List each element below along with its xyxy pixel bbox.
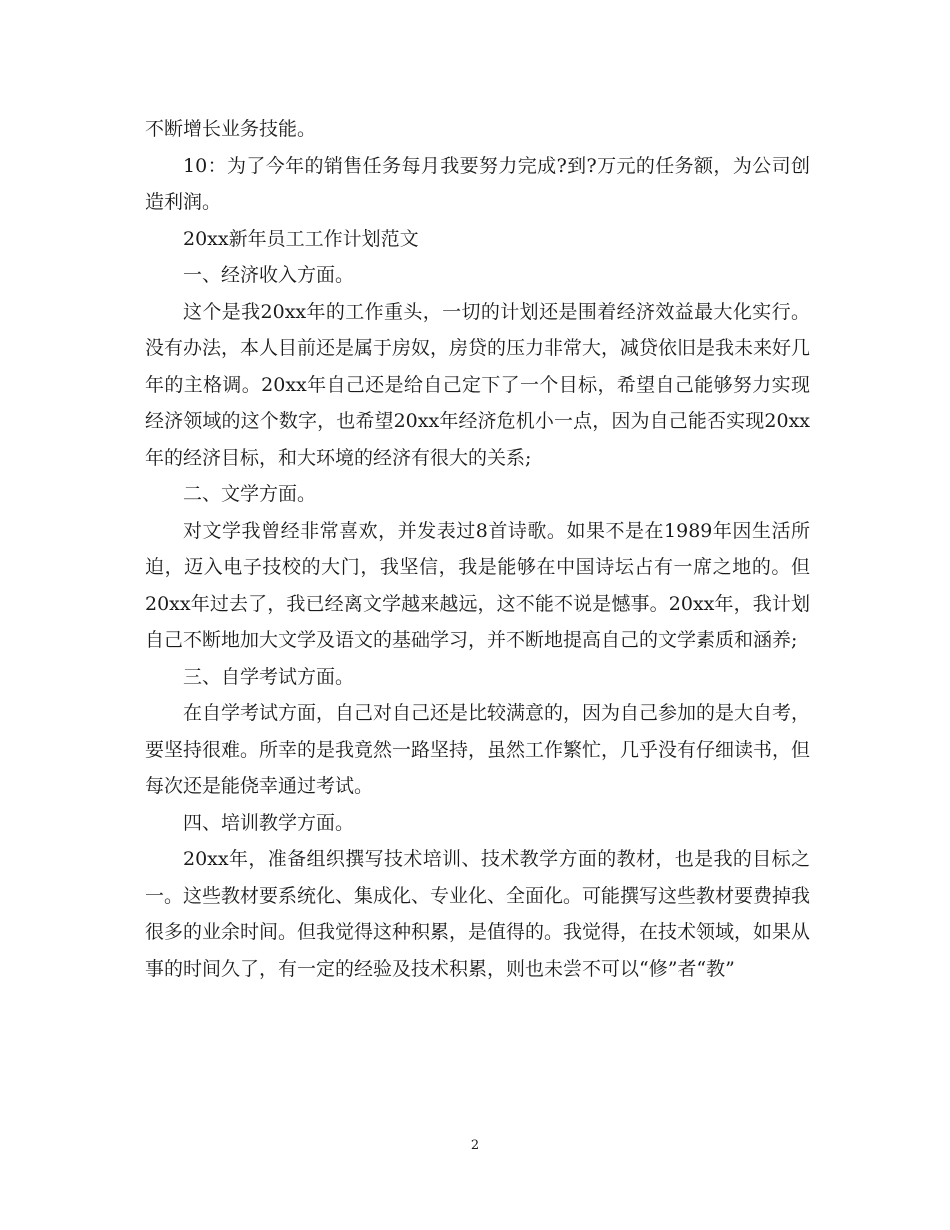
section-heading-plan-title: 20xx新年员工工作计划范文 [183, 227, 419, 250]
paragraph-training: 20xx年，准备组织撰写技术培训、技术教学方面的教材，也是我的目标之一。这些教材要系统化、集成化、专业化、全面化。可能撰写这些教材要费掉我很多的业余时间。但我觉得这种积累，是值得的。我觉得，在技术领域，如果从事的时间久了，有一定的经验及技术积累，则也未尝不可以“修”者“教” [145, 848, 811, 980]
document-body [145, 111, 810, 987]
paragraph-self-study: 在自学考试方面，自己对自己还是比较满意的，因为自己参加的是大自考，要坚持很难。所幸的是我竟然一路坚持，虽然工作繁忙，几乎没有仔细读书，但每次还是能侥幸通过考试。 [145, 702, 811, 797]
paragraph-economy: 这个是我20xx年的工作重头，一切的计划还是围着经济效益最大化实行。没有办法，本人目前还是属于房奴，房贷的压力非常大，减贷依旧是我未来好几年的主格调。20xx年自己还是给自己定下了一个目标，希望自己能够努力实现经济领域的这个数字，也希望20xx年经济危机小一点，因为自己能否实现20xx年的经济目标，和大环境的经济有很大的关系; [145, 300, 811, 469]
paragraph-literature: 对文学我曾经非常喜欢，并发表过8首诗歌。如果不是在1989年因生活所迫，迈入电子技校的大门，我坚信，我是能够在中国诗坛占有一席之地的。但20xx年过去了，我已经离文学越来越远，这不能不说是憾事。20xx年，我计划自己不断地加大文学及语文的基础学习，并不断地提高自己的文学素质和涵养; [145, 519, 810, 651]
section-heading-literature: 二、文学方面。 [183, 483, 317, 505]
paragraph-1: 不断增长业务技能。 [145, 118, 317, 140]
page-number: 2 [470, 1138, 480, 1153]
section-heading-economy: 一、经济收入方面。 [183, 264, 355, 286]
paragraph-2: 10：为了今年的销售任务每月我要努力完成?到?万元的任务额，为公司创造利润。 [145, 154, 810, 213]
section-heading-self-study: 三、自学考试方面。 [183, 665, 355, 688]
section-heading-training: 四、培训教学方面。 [183, 811, 355, 834]
